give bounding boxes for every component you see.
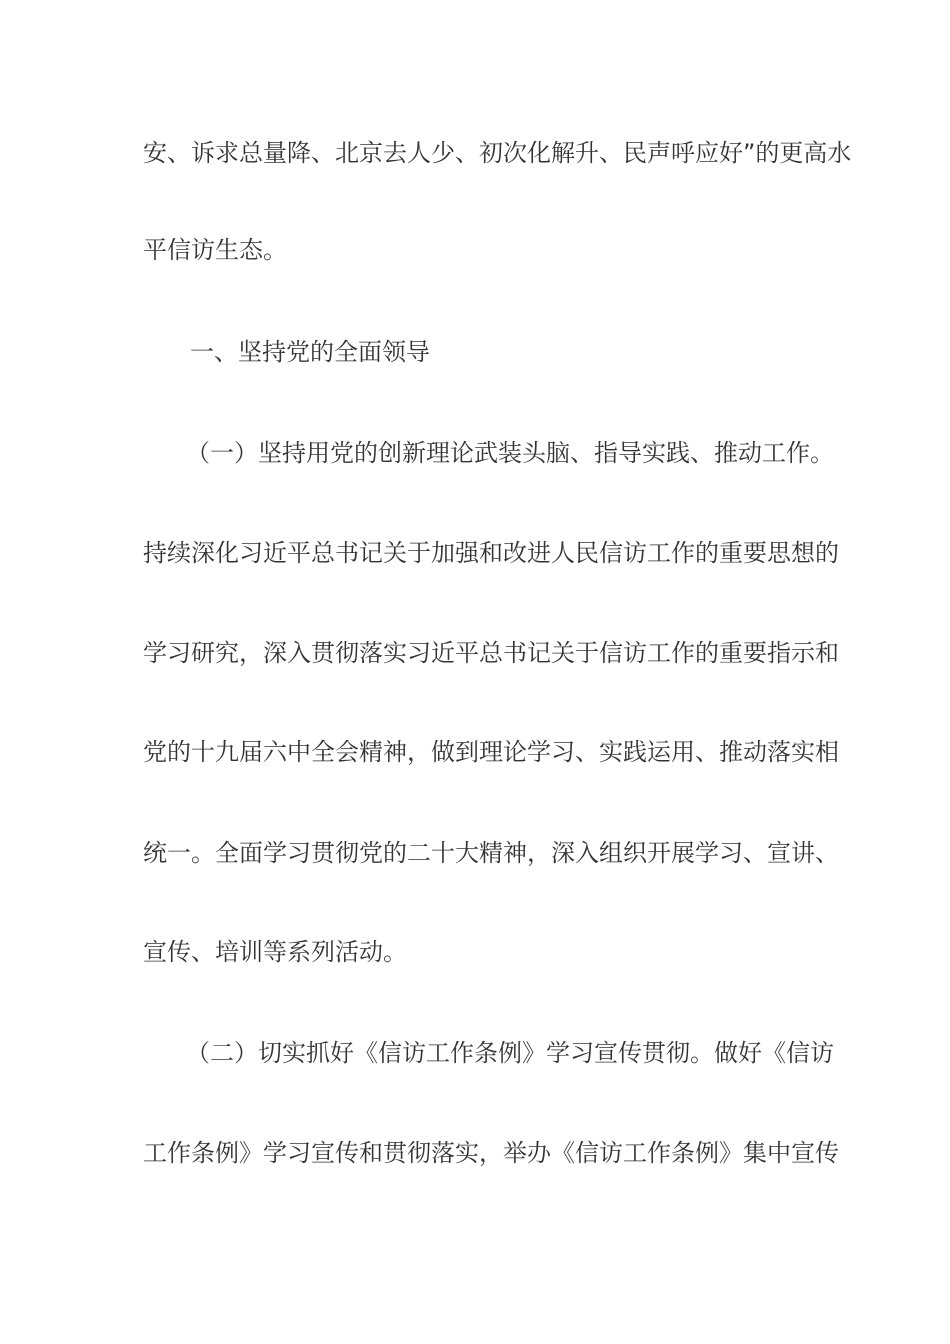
paragraph-line: 平信访生态。	[143, 236, 287, 264]
section-heading: 一、坚持党的全面领导	[190, 338, 430, 366]
paragraph-line: 宣传、培训等系列活动。	[143, 938, 407, 966]
paragraph-line: 持续深化习近平总书记关于加强和改进人民信访工作的重要思想的	[143, 539, 839, 567]
paragraph-line: 工作条例》学习宣传和贯彻落实，举办《信访工作条例》集中宣传	[143, 1139, 839, 1167]
subsection-heading: （二）切实抓好《信访工作条例》学习宣传贯彻。做好《信访	[186, 1039, 834, 1067]
paragraph-line: 安、诉求总量降、北京去人少、初次化解升、民声呼应好”的更高水	[143, 139, 852, 167]
paragraph-line: 统一。全面学习贯彻党的二十大精神，深入组织开展学习、宣讲、	[143, 839, 839, 867]
subsection-heading: （一）坚持用党的创新理论武装头脑、指导实践、推动工作。	[186, 439, 834, 467]
paragraph-line: 学习研究，深入贯彻落实习近平总书记关于信访工作的重要指示和	[143, 639, 839, 667]
paragraph-line: 党的十九届六中全会精神，做到理论学习、实践运用、推动落实相	[143, 738, 839, 766]
